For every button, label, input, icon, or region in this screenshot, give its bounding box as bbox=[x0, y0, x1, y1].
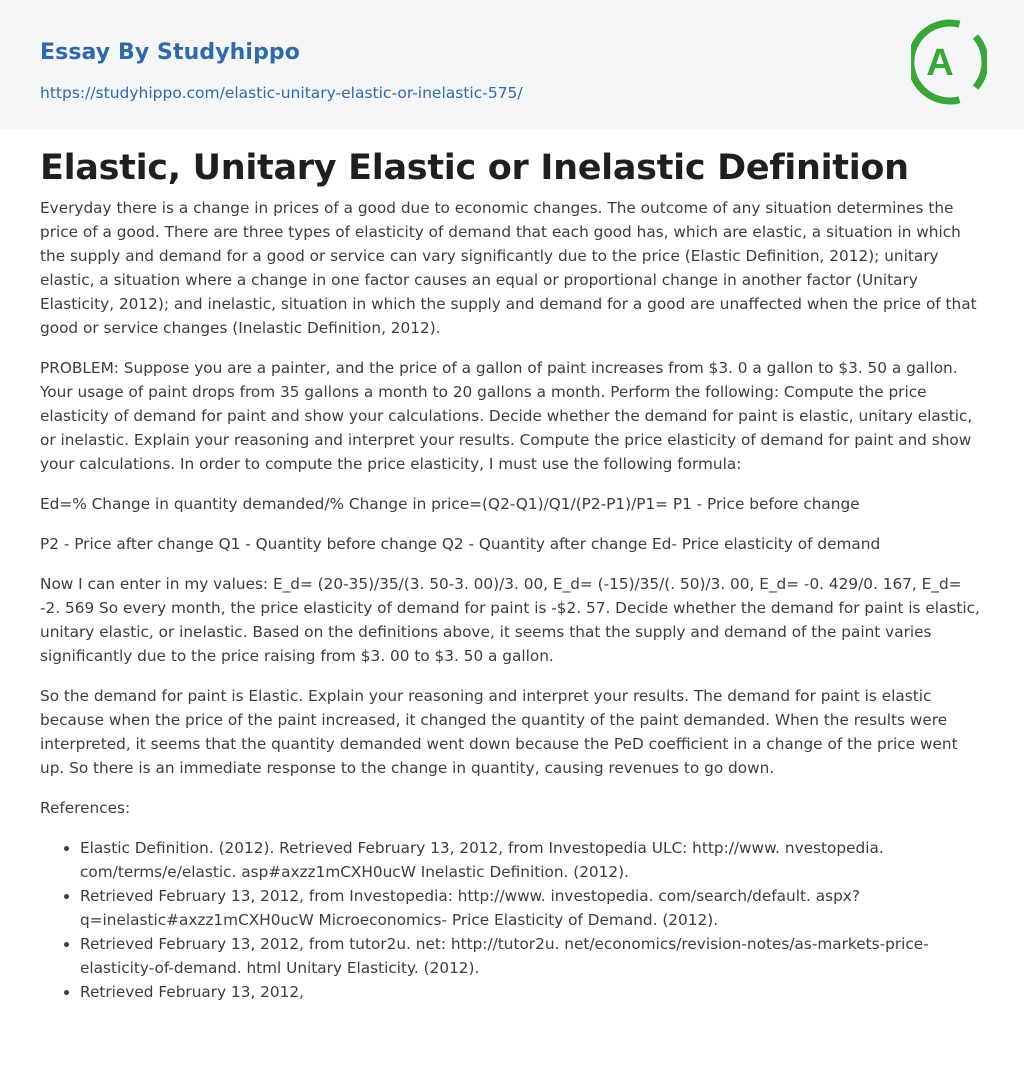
essay-title: Elastic, Unitary Elastic or Inelastic Definition bbox=[40, 148, 909, 188]
paragraph-intro: Everyday there is a change in prices of a good due to economic changes. The outcome of any situation determines the price of a good. There are three types of elasticity of demand that each good has, which are elastic, a situation in which the supply and demand for a good or service can vary significantly due to the price (Elastic Definition, 2012); unitary elastic, a situation where a change in one factor causes an equal or proportional change in another factor (Unitary Elasticity, 2012); and inelastic, situation in which the supply and demand for a good are unaffected when the price of that good or service changes (Inelastic Definition, 2012). bbox=[40, 199, 977, 337]
paragraph-problem: PROBLEM: Suppose you are a painter, and the price of a gallon of paint increases from $3. 0 a gallon to $3. 50 a gallon. Your usage of paint drops from 35 gallons a month to 20 gallons a month. Perform the following: Compute the price elasticity of demand for paint and show your calculations. Decide whether the demand for paint is elastic, unitary elastic, or inelastic. Explain your reasoning and interpret your results. Compute the price elasticity of demand for paint and show your calculations. In order to compute the price elasticity, I must use the following formula: bbox=[40, 359, 973, 473]
reference-item: • Elastic Definition. (2012). Retrieved February 13, 2012, from Investopedia ULC: http://www. nvestopedia. com/terms/e/elastic. asp#axzz1mCXH0ucW Inelastic Definition. (2012). bbox=[80, 836, 985, 884]
site-header bbox=[0, 0, 1024, 129]
paragraph-calculation: Now I can enter in my values: E_d= (20-35)/35/(3. 50-3. 00)/3. 00, E_d= (-15)/35/(. 50)/3. 00, E_d= -0. 429/0. 167, E_d= -2. 569 So every month, the price elasticity of demand for paint is -$2. 57. Decide whether the demand for paint is elastic, unitary elastic, or inelastic. Based on the definitions above, it seems that the supply and demand of the paint varies significantly due to the price raising from $3. 00 to $3. 50 a gallon. bbox=[40, 575, 980, 665]
reference-item: • Retrieved February 13, 2012, from Investopedia: http://www. investopedia. com/search/default. aspx?q=inelastic#axzz1mCXH0ucW Microeconomics- Price Elasticity of Demand. (2012). bbox=[80, 884, 985, 932]
studyhippo-logo-icon[interactable] bbox=[911, 18, 987, 106]
paragraph-formula: Ed=% Change in quantity demanded/% Change in price=(Q2-Q1)/Q1/(P2-P1)/P1= P1 - Price before change bbox=[40, 495, 860, 513]
reference-item: • Retrieved February 13, 2012, bbox=[80, 980, 985, 1004]
reference-item: • Retrieved February 13, 2012, from tutor2u. net: http://tutor2u. net/economics/revision-notes/as-markets-price-elasticity-of-demand. html Unitary Elasticity. (2012). bbox=[80, 932, 985, 980]
paragraph-variables: P2 - Price after change Q1 - Quantity before change Q2 - Quantity after change Ed- Price elasticity of demand bbox=[40, 535, 881, 553]
site-brand[interactable]: Essay By Studyhippo bbox=[40, 40, 300, 65]
references-list bbox=[40, 836, 985, 1004]
logo-letter: A bbox=[926, 42, 954, 84]
essay-content bbox=[40, 146, 985, 1004]
essay-source-link[interactable]: https://studyhippo.com/elastic-unitary-elastic-or-inelastic-575/ bbox=[40, 84, 523, 102]
references-heading: References: bbox=[40, 799, 131, 817]
paragraph-conclusion: So the demand for paint is Elastic. Explain your reasoning and interpret your results. The demand for paint is elastic because when the price of the paint increased, it changed the quantity of the paint demanded. When the results were interpreted, it seems that the quantity demanded went down because the PeD coefficient in a change of the price went up. So there is an immediate response to the change in quantity, causing revenues to go down. bbox=[40, 687, 958, 777]
